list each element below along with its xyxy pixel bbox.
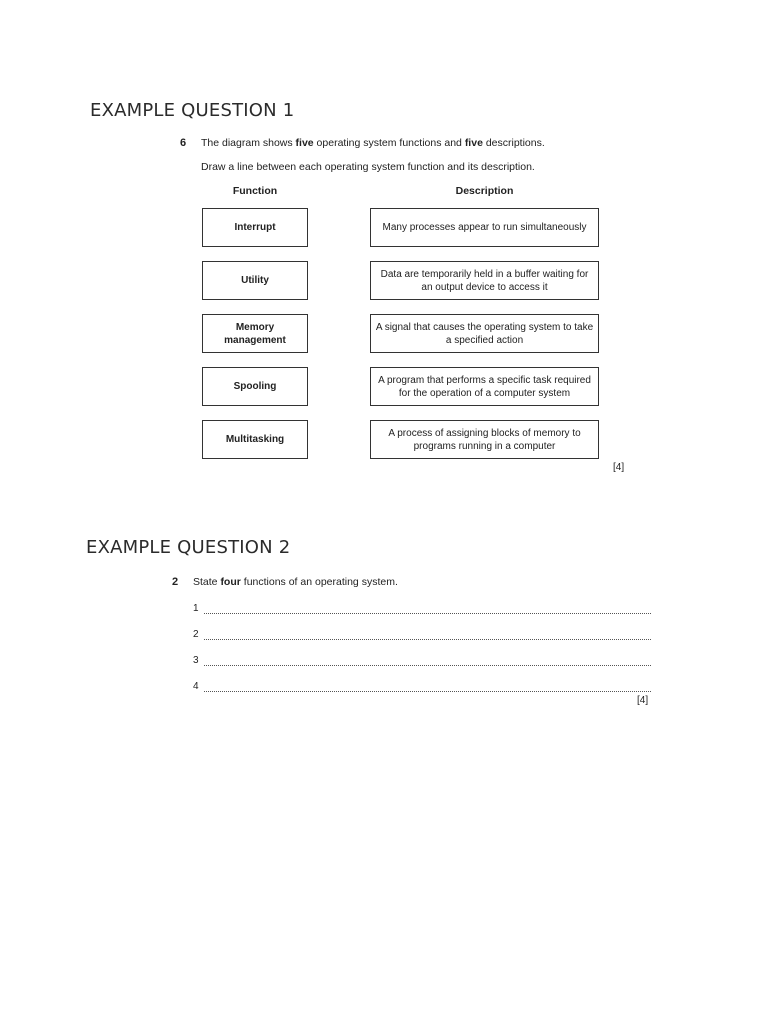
intro-bold-2: five — [464, 137, 483, 149]
intro-text-2: operating system functions and — [313, 137, 465, 149]
function-column-header: Function — [232, 185, 278, 197]
answer-line-3[interactable] — [193, 655, 651, 669]
question-1-number: 6 — [180, 137, 187, 149]
description-column-header: Description — [455, 185, 514, 197]
function-box-spooling[interactable]: Spooling — [202, 367, 308, 406]
description-box-3[interactable]: A signal that causes the operating system to take a specified action — [370, 314, 599, 353]
intro-bold-1: five — [295, 137, 314, 149]
question-2-heading: EXAMPLE QUESTION 2 — [86, 537, 291, 558]
question-1-marks: [4] — [613, 462, 625, 473]
answer-line-1[interactable] — [193, 603, 651, 617]
answer-dotted-line — [204, 665, 651, 666]
prompt-bold: four — [220, 576, 241, 588]
description-box-5[interactable]: A process of assigning blocks of memory to programs running in a computer — [370, 420, 599, 459]
question-2-number: 2 — [172, 576, 179, 588]
question-2-prompt — [193, 576, 398, 588]
description-box-1[interactable]: Many processes appear to run simultaneously — [370, 208, 599, 247]
answer-line-2[interactable] — [193, 629, 651, 643]
function-box-memory-management[interactable]: Memory management — [202, 314, 308, 353]
answer-dotted-line — [204, 639, 651, 640]
answer-line-4[interactable] — [193, 681, 651, 695]
answer-number: 2 — [193, 629, 199, 640]
answer-number: 4 — [193, 681, 199, 692]
description-box-4[interactable]: A program that performs a specific task required for the operation of a computer system — [370, 367, 599, 406]
prompt-text-1: State — [193, 576, 221, 588]
intro-text-3: descriptions. — [482, 137, 545, 149]
intro-text-1: The diagram shows — [201, 137, 296, 149]
function-box-multitasking[interactable]: Multitasking — [202, 420, 308, 459]
answer-number: 1 — [193, 603, 199, 614]
question-1-intro — [201, 137, 545, 149]
answer-number: 3 — [193, 655, 199, 666]
function-box-interrupt[interactable]: Interrupt — [202, 208, 308, 247]
answer-dotted-line — [204, 691, 651, 692]
question-1-instruction: Draw a line between each operating system function and its description. — [201, 161, 535, 173]
function-box-utility[interactable]: Utility — [202, 261, 308, 300]
question-1-heading: EXAMPLE QUESTION 1 — [90, 100, 295, 121]
prompt-text-2: functions of an operating system. — [240, 576, 398, 588]
description-box-2[interactable]: Data are temporarily held in a buffer waiting for an output device to access it — [370, 261, 599, 300]
question-2-marks: [4] — [637, 695, 649, 706]
answer-dotted-line — [204, 613, 651, 614]
